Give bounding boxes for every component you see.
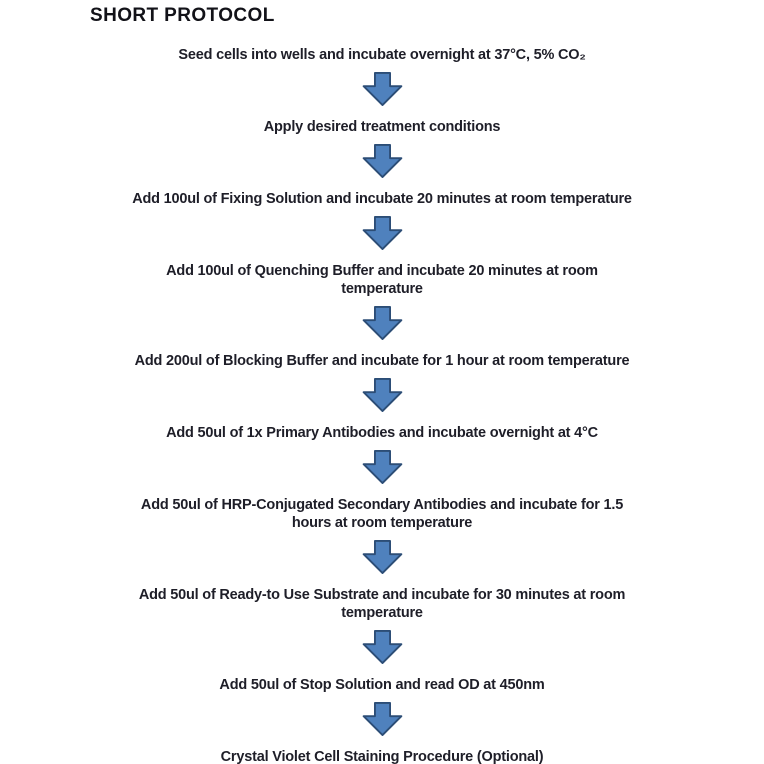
- protocol-step: [221, 748, 544, 764]
- step-text-line: Add 50ul of Ready-to Use Substrate and incubate for 30 minutes at room: [138, 587, 626, 603]
- step-text-line: Add 200ul of Blocking Buffer and incubate for 1 hour at room temperature: [134, 353, 630, 369]
- down-arrow-icon: [361, 378, 404, 412]
- down-arrow-icon: [361, 216, 404, 250]
- step-text-line: Add 50ul of 1x Primary Antibodies and incubate overnight at 4°C: [166, 425, 598, 441]
- down-arrow-icon: [361, 306, 404, 340]
- down-arrow-icon: [361, 72, 404, 106]
- page-title: SHORT PROTOCOL: [90, 5, 275, 26]
- down-arrow-icon: [361, 630, 404, 664]
- protocol-flowchart: [0, 46, 764, 764]
- down-arrow-icon: [361, 144, 404, 178]
- protocol-step: [264, 118, 501, 136]
- step-text-line: Seed cells into wells and incubate overnight at 37°C, 5% CO₂: [178, 47, 586, 63]
- protocol-step: [139, 586, 625, 622]
- down-arrow-icon: [361, 540, 404, 574]
- down-arrow-icon: [361, 702, 404, 736]
- step-text-line: Apply desired treatment conditions: [263, 119, 501, 135]
- protocol-step: [141, 496, 623, 532]
- protocol-step: [135, 352, 630, 370]
- step-text-line: Crystal Violet Cell Staining Procedure (Optional): [220, 749, 544, 764]
- step-text-line: Add 50ul of Stop Solution and read OD at 450nm: [219, 677, 545, 693]
- down-arrow-icon: [361, 450, 404, 484]
- protocol-step: [166, 262, 598, 298]
- protocol-step: [166, 424, 598, 442]
- protocol-step: [178, 46, 585, 64]
- step-text-line: hours at room temperature: [291, 515, 473, 531]
- protocol-step: [132, 190, 632, 208]
- step-text-line: temperature: [341, 605, 423, 621]
- step-text-line: Add 100ul of Quenching Buffer and incubate 20 minutes at room: [166, 263, 598, 279]
- step-text-line: Add 100ul of Fixing Solution and incubate 20 minutes at room temperature: [132, 191, 632, 207]
- step-text-line: temperature: [341, 281, 423, 297]
- step-text-line: Add 50ul of HRP-Conjugated Secondary Antibodies and incubate for 1.5: [140, 497, 624, 513]
- protocol-step: [219, 676, 544, 694]
